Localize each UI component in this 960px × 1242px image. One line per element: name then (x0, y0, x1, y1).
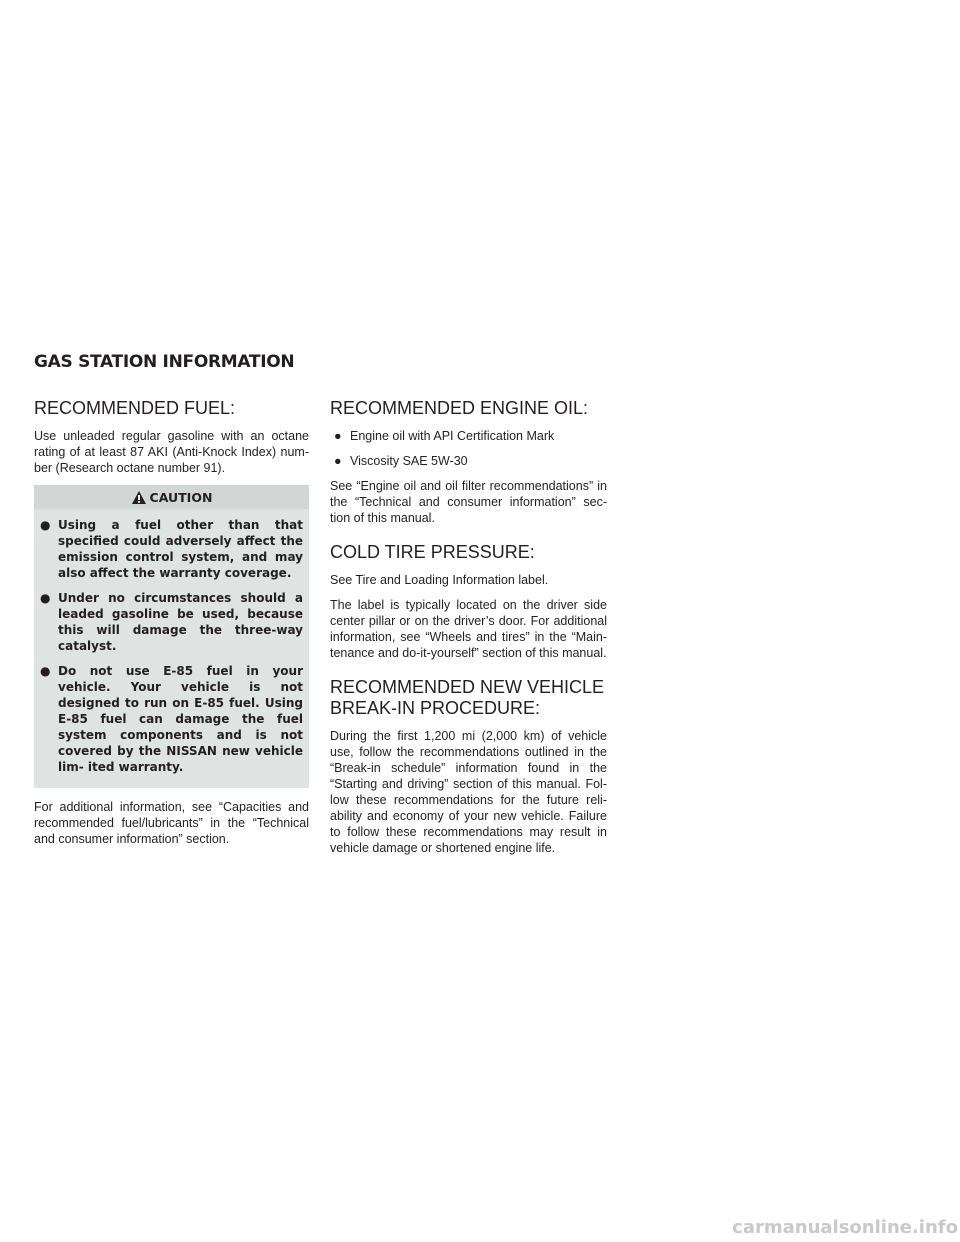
caution-header (34, 485, 309, 509)
break-in-text: During the first 1,200 mi (2,000 km) of vehicle use, follow the recommendations outlined in the “Break-in schedule” information found in the “Starting and driving” section of this manual. Fol- low these recommendations for the future reli- ability and economy of your new vehicle. Failure to follow these recommendations may result in vehicle damage or shortened engine life. (330, 729, 607, 855)
fuel-heading: RECOMMENDED FUEL: (34, 398, 236, 418)
bullet-icon: ● (40, 664, 51, 678)
tire-pressure-text-1: See Tire and Loading Information label. (330, 573, 549, 587)
bullet-icon: ● (334, 454, 342, 468)
tire-pressure-text-2: The label is typically located on the driver side center pillar or on the driver’s door. For additional information, see “Wheels and tires” in the “Main- tenance and do-it-yourself” section of this manual. (330, 598, 607, 660)
caution-item: ● Do not use E-85 fuel in your vehicle. Your vehicle is not designed to run on E-85 fuel. Using E-85 fuel can damage the fuel system components and is not covered by the NISSAN new vehicle lim- ited warranty. (40, 664, 303, 774)
caution-item: ● Using a fuel other than that specified could adversely affect the emission control system, and may also affect the warranty coverage. (40, 518, 303, 580)
caution-box (34, 485, 309, 788)
caution-label: CAUTION (149, 489, 213, 505)
list-item: ● Viscosity SAE 5W-30 (334, 454, 468, 468)
engine-oil-note: See “Engine oil and oil filter recommendations” in the “Technical and consumer information” sec- tion of this manual. (330, 479, 607, 525)
list-item: ● Engine oil with API Certification Mark (334, 429, 555, 443)
bullet-icon: ● (334, 429, 342, 443)
section-title: GAS STATION INFORMATION (34, 352, 295, 372)
caution-item: ● Under no circumstances should a leaded gasoline be used, because this will damage the three-way catalyst. (40, 591, 303, 653)
fuel-more-info: For additional information, see “Capacities and recommended fuel/lubricants” in the “Technical and consumer information” section. (34, 800, 309, 846)
right-column (330, 398, 607, 865)
left-column (34, 398, 309, 856)
bullet-icon: ● (40, 518, 51, 532)
tire-pressure-heading: COLD TIRE PRESSURE: (330, 542, 535, 562)
fuel-intro: Use unleaded regular gasoline with an octane rating of at least 87 AKI (Anti-Knock Index) num- ber (Research octane number 91). (34, 429, 309, 475)
bullet-icon: ● (40, 591, 51, 605)
engine-oil-heading: RECOMMENDED ENGINE OIL: (330, 398, 589, 418)
caution-list (34, 509, 309, 775)
watermark: carmanualsonline.info (732, 1217, 958, 1238)
warning-triangle-icon (131, 490, 147, 505)
engine-oil-list (330, 428, 607, 469)
break-in-heading: RECOMMENDED NEW VEHICLE BREAK-IN PROCEDURE: (330, 677, 605, 718)
